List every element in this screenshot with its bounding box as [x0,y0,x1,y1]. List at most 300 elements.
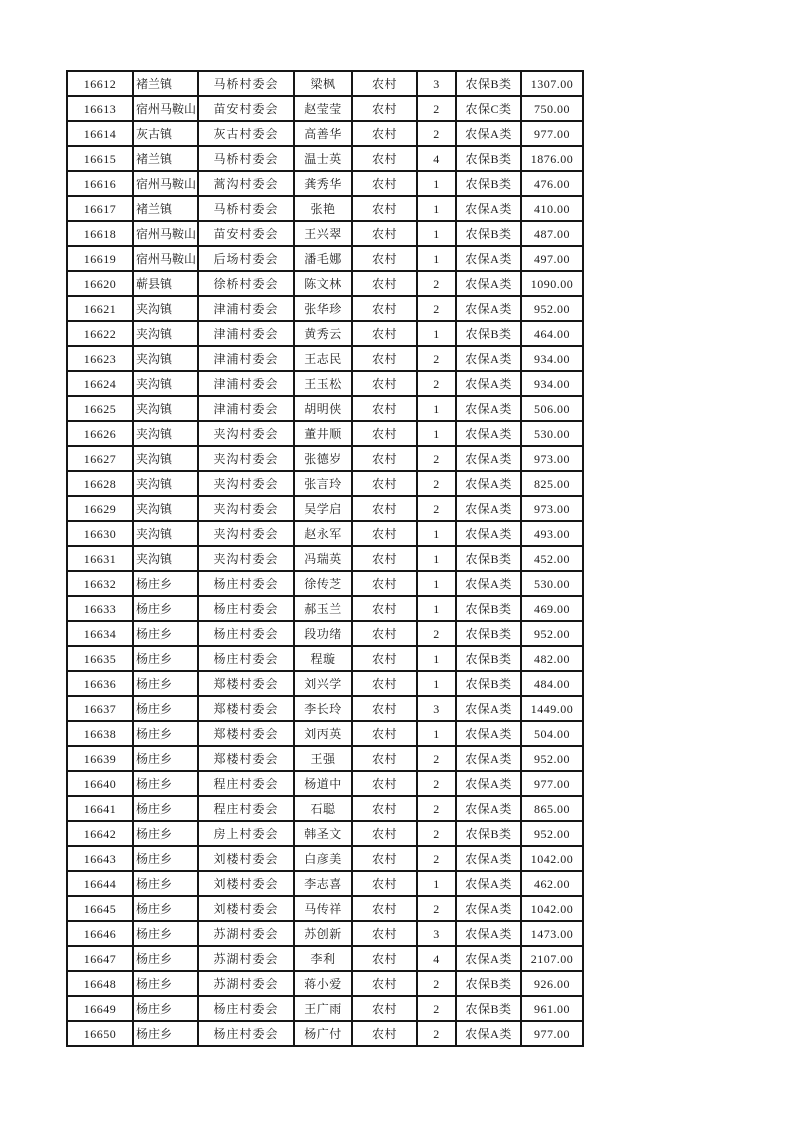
cell-person-name: 胡明侠 [294,396,352,421]
cell-town: 夹沟镇 [133,471,198,496]
cell-residence-type: 农村 [352,146,417,171]
cell-amount: 482.00 [521,646,583,671]
cell-record-id: 16640 [67,771,133,796]
cell-town: 杨庄乡 [133,571,198,596]
cell-residence-type: 农村 [352,896,417,921]
cell-person-count: 2 [417,846,456,871]
cell-insurance-category: 农保A类 [456,421,521,446]
cell-amount: 973.00 [521,446,583,471]
cell-town: 褚兰镇 [133,71,198,96]
cell-person-name: 段功绪 [294,621,352,646]
cell-town: 宿州马鞍山 [133,171,198,196]
cell-residence-type: 农村 [352,171,417,196]
cell-residence-type: 农村 [352,621,417,646]
cell-person-count: 1 [417,596,456,621]
cell-record-id: 16627 [67,446,133,471]
cell-town: 杨庄乡 [133,996,198,1021]
cell-insurance-category: 农保A类 [456,371,521,396]
cell-residence-type: 农村 [352,221,417,246]
table-row [67,846,583,871]
cell-residence-type: 农村 [352,971,417,996]
cell-insurance-category: 农保A类 [456,871,521,896]
cell-insurance-category: 农保A类 [456,496,521,521]
cell-person-name: 王玉松 [294,371,352,396]
cell-person-count: 2 [417,496,456,521]
cell-town: 夹沟镇 [133,296,198,321]
cell-town: 褚兰镇 [133,146,198,171]
table-row [67,71,583,96]
cell-residence-type: 农村 [352,821,417,846]
table-row [67,421,583,446]
cell-residence-type: 农村 [352,121,417,146]
cell-residence-type: 农村 [352,771,417,796]
cell-person-count: 1 [417,196,456,221]
cell-record-id: 16639 [67,746,133,771]
cell-town: 夹沟镇 [133,521,198,546]
cell-record-id: 16646 [67,921,133,946]
cell-village-committee: 杨庄村委会 [198,646,294,671]
cell-person-count: 1 [417,321,456,346]
cell-person-name: 梁枫 [294,71,352,96]
cell-record-id: 16625 [67,396,133,421]
cell-residence-type: 农村 [352,296,417,321]
table-row [67,696,583,721]
cell-person-name: 高善华 [294,121,352,146]
cell-person-count: 2 [417,346,456,371]
cell-village-committee: 程庄村委会 [198,796,294,821]
cell-amount: 1042.00 [521,846,583,871]
cell-town: 蕲县镇 [133,271,198,296]
cell-village-committee: 夹沟村委会 [198,446,294,471]
cell-amount: 2107.00 [521,946,583,971]
cell-amount: 934.00 [521,371,583,396]
table-row [67,646,583,671]
cell-person-count: 3 [417,696,456,721]
cell-amount: 464.00 [521,321,583,346]
cell-person-count: 2 [417,971,456,996]
cell-residence-type: 农村 [352,246,417,271]
cell-residence-type: 农村 [352,446,417,471]
cell-person-name: 赵莹莹 [294,96,352,121]
cell-person-count: 3 [417,921,456,946]
cell-record-id: 16648 [67,971,133,996]
cell-record-id: 16634 [67,621,133,646]
cell-residence-type: 农村 [352,796,417,821]
cell-record-id: 16621 [67,296,133,321]
cell-record-id: 16644 [67,871,133,896]
cell-person-name: 张言玲 [294,471,352,496]
cell-insurance-category: 农保A类 [456,771,521,796]
table-row [67,96,583,121]
cell-person-count: 2 [417,96,456,121]
table-row [67,921,583,946]
table-row [67,896,583,921]
cell-village-committee: 后场村委会 [198,246,294,271]
cell-residence-type: 农村 [352,96,417,121]
cell-amount: 952.00 [521,296,583,321]
cell-person-count: 2 [417,371,456,396]
cell-insurance-category: 农保A类 [456,521,521,546]
cell-record-id: 16643 [67,846,133,871]
cell-village-committee: 津浦村委会 [198,346,294,371]
cell-person-count: 4 [417,946,456,971]
cell-person-count: 1 [417,246,456,271]
cell-record-id: 16631 [67,546,133,571]
cell-amount: 484.00 [521,671,583,696]
cell-person-name: 杨广付 [294,1021,352,1046]
cell-amount: 865.00 [521,796,583,821]
cell-amount: 462.00 [521,871,583,896]
cell-record-id: 16633 [67,596,133,621]
cell-town: 杨庄乡 [133,1021,198,1046]
cell-amount: 493.00 [521,521,583,546]
cell-record-id: 16630 [67,521,133,546]
table-row [67,596,583,621]
table-row [67,271,583,296]
cell-residence-type: 农村 [352,471,417,496]
table-row [67,171,583,196]
cell-insurance-category: 农保A类 [456,196,521,221]
table-row [67,821,583,846]
cell-person-count: 1 [417,421,456,446]
cell-residence-type: 农村 [352,271,417,296]
table-row [67,146,583,171]
cell-town: 夹沟镇 [133,396,198,421]
table-row [67,496,583,521]
cell-record-id: 16635 [67,646,133,671]
cell-amount: 410.00 [521,196,583,221]
cell-insurance-category: 农保B类 [456,821,521,846]
cell-insurance-category: 农保B类 [456,71,521,96]
cell-person-name: 温士英 [294,146,352,171]
cell-town: 宿州马鞍山 [133,96,198,121]
cell-record-id: 16616 [67,171,133,196]
cell-residence-type: 农村 [352,396,417,421]
cell-person-name: 程璇 [294,646,352,671]
cell-insurance-category: 农保B类 [456,671,521,696]
table-row [67,971,583,996]
cell-person-name: 白彦美 [294,846,352,871]
cell-person-name: 蒋小爱 [294,971,352,996]
cell-insurance-category: 农保B类 [456,996,521,1021]
cell-amount: 1449.00 [521,696,583,721]
cell-person-count: 1 [417,571,456,596]
cell-town: 杨庄乡 [133,921,198,946]
cell-residence-type: 农村 [352,696,417,721]
cell-village-committee: 津浦村委会 [198,396,294,421]
cell-insurance-category: 农保A类 [456,796,521,821]
cell-town: 杨庄乡 [133,596,198,621]
cell-town: 夹沟镇 [133,371,198,396]
table-row [67,546,583,571]
cell-record-id: 16636 [67,671,133,696]
cell-person-name: 郝玉兰 [294,596,352,621]
social-insurance-table [66,70,584,1047]
cell-person-count: 2 [417,296,456,321]
cell-residence-type: 农村 [352,71,417,96]
cell-residence-type: 农村 [352,671,417,696]
cell-village-committee: 徐桥村委会 [198,271,294,296]
cell-amount: 506.00 [521,396,583,421]
cell-village-committee: 夹沟村委会 [198,521,294,546]
cell-town: 杨庄乡 [133,821,198,846]
cell-residence-type: 农村 [352,721,417,746]
cell-residence-type: 农村 [352,921,417,946]
cell-person-name: 张艳 [294,196,352,221]
cell-town: 杨庄乡 [133,646,198,671]
cell-person-name: 潘毛娜 [294,246,352,271]
cell-person-name: 黄秀云 [294,321,352,346]
table-row [67,346,583,371]
cell-person-count: 2 [417,771,456,796]
cell-person-count: 1 [417,171,456,196]
cell-town: 夹沟镇 [133,321,198,346]
cell-amount: 1473.00 [521,921,583,946]
cell-record-id: 16622 [67,321,133,346]
cell-amount: 926.00 [521,971,583,996]
cell-person-name: 王志民 [294,346,352,371]
cell-town: 杨庄乡 [133,771,198,796]
cell-record-id: 16632 [67,571,133,596]
cell-amount: 977.00 [521,771,583,796]
cell-village-committee: 杨庄村委会 [198,1021,294,1046]
cell-insurance-category: 农保B类 [456,171,521,196]
cell-person-count: 1 [417,871,456,896]
cell-village-committee: 刘楼村委会 [198,871,294,896]
cell-person-count: 3 [417,71,456,96]
cell-person-count: 1 [417,521,456,546]
cell-village-committee: 刘楼村委会 [198,846,294,871]
cell-record-id: 16649 [67,996,133,1021]
cell-amount: 977.00 [521,1021,583,1046]
cell-town: 夹沟镇 [133,346,198,371]
cell-town: 杨庄乡 [133,871,198,896]
cell-town: 杨庄乡 [133,746,198,771]
cell-person-name: 杨道中 [294,771,352,796]
cell-amount: 952.00 [521,746,583,771]
cell-residence-type: 农村 [352,1021,417,1046]
cell-amount: 452.00 [521,546,583,571]
cell-town: 杨庄乡 [133,696,198,721]
cell-village-committee: 夹沟村委会 [198,421,294,446]
cell-town: 褚兰镇 [133,196,198,221]
cell-residence-type: 农村 [352,521,417,546]
cell-person-name: 李志喜 [294,871,352,896]
cell-person-name: 张华珍 [294,296,352,321]
table-row [67,721,583,746]
cell-amount: 1876.00 [521,146,583,171]
cell-record-id: 16619 [67,246,133,271]
table-row [67,571,583,596]
cell-amount: 952.00 [521,621,583,646]
cell-person-count: 1 [417,546,456,571]
cell-record-id: 16615 [67,146,133,171]
cell-amount: 977.00 [521,121,583,146]
cell-person-name: 石聪 [294,796,352,821]
cell-person-name: 王强 [294,746,352,771]
table-row [67,746,583,771]
table-row [67,521,583,546]
cell-person-count: 4 [417,146,456,171]
cell-record-id: 16618 [67,221,133,246]
cell-record-id: 16637 [67,696,133,721]
cell-village-committee: 马桥村委会 [198,71,294,96]
cell-residence-type: 农村 [352,846,417,871]
cell-village-committee: 房上村委会 [198,821,294,846]
cell-insurance-category: 农保B类 [456,621,521,646]
cell-amount: 1307.00 [521,71,583,96]
cell-town: 杨庄乡 [133,896,198,921]
cell-person-name: 马传祥 [294,896,352,921]
cell-residence-type: 农村 [352,546,417,571]
cell-town: 宿州马鞍山 [133,221,198,246]
cell-village-committee: 杨庄村委会 [198,596,294,621]
cell-insurance-category: 农保C类 [456,96,521,121]
cell-record-id: 16642 [67,821,133,846]
table-row [67,871,583,896]
cell-person-name: 吴学启 [294,496,352,521]
cell-person-count: 2 [417,271,456,296]
table-body [67,71,583,1046]
cell-residence-type: 农村 [352,596,417,621]
cell-person-count: 2 [417,796,456,821]
cell-person-name: 刘兴学 [294,671,352,696]
cell-residence-type: 农村 [352,421,417,446]
cell-person-count: 2 [417,471,456,496]
table-row [67,671,583,696]
cell-insurance-category: 农保A类 [456,271,521,296]
table-row [67,1021,583,1046]
cell-record-id: 16628 [67,471,133,496]
cell-person-name: 李长玲 [294,696,352,721]
cell-town: 夹沟镇 [133,446,198,471]
cell-insurance-category: 农保A类 [456,696,521,721]
cell-residence-type: 农村 [352,571,417,596]
cell-amount: 504.00 [521,721,583,746]
table-row [67,396,583,421]
cell-amount: 497.00 [521,246,583,271]
cell-record-id: 16626 [67,421,133,446]
cell-insurance-category: 农保A类 [456,846,521,871]
cell-person-name: 李利 [294,946,352,971]
cell-amount: 476.00 [521,171,583,196]
cell-person-name: 张德岁 [294,446,352,471]
cell-insurance-category: 农保A类 [456,446,521,471]
table-row [67,471,583,496]
cell-residence-type: 农村 [352,996,417,1021]
cell-person-count: 1 [417,221,456,246]
cell-person-count: 1 [417,721,456,746]
cell-person-name: 刘丙英 [294,721,352,746]
table-row [67,121,583,146]
cell-insurance-category: 农保B类 [456,546,521,571]
cell-insurance-category: 农保A类 [456,121,521,146]
cell-person-name: 赵永军 [294,521,352,546]
cell-person-count: 2 [417,446,456,471]
cell-village-committee: 夹沟村委会 [198,496,294,521]
cell-person-count: 2 [417,121,456,146]
cell-residence-type: 农村 [352,496,417,521]
cell-person-count: 1 [417,646,456,671]
cell-amount: 487.00 [521,221,583,246]
cell-insurance-category: 农保B类 [456,971,521,996]
table-row [67,446,583,471]
cell-village-committee: 苗安村委会 [198,96,294,121]
cell-amount: 750.00 [521,96,583,121]
cell-record-id: 16623 [67,346,133,371]
cell-person-name: 董井顺 [294,421,352,446]
cell-record-id: 16629 [67,496,133,521]
cell-amount: 1042.00 [521,896,583,921]
cell-person-name: 冯瑞英 [294,546,352,571]
cell-town: 杨庄乡 [133,796,198,821]
cell-village-committee: 灰古村委会 [198,121,294,146]
cell-record-id: 16641 [67,796,133,821]
table-row [67,996,583,1021]
table-row [67,796,583,821]
cell-village-committee: 苏湖村委会 [198,921,294,946]
cell-record-id: 16617 [67,196,133,221]
table-row [67,321,583,346]
cell-village-committee: 夹沟村委会 [198,471,294,496]
cell-town: 杨庄乡 [133,671,198,696]
cell-record-id: 16647 [67,946,133,971]
cell-town: 灰古镇 [133,121,198,146]
cell-record-id: 16645 [67,896,133,921]
cell-person-name: 王兴翠 [294,221,352,246]
cell-village-committee: 马桥村委会 [198,196,294,221]
cell-insurance-category: 农保B类 [456,646,521,671]
cell-person-name: 陈文林 [294,271,352,296]
cell-amount: 469.00 [521,596,583,621]
cell-person-name: 韩圣文 [294,821,352,846]
cell-insurance-category: 农保B类 [456,596,521,621]
cell-amount: 825.00 [521,471,583,496]
cell-town: 杨庄乡 [133,621,198,646]
table-row [67,621,583,646]
cell-person-count: 1 [417,671,456,696]
cell-insurance-category: 农保B类 [456,221,521,246]
cell-village-committee: 苗安村委会 [198,221,294,246]
cell-insurance-category: 农保A类 [456,296,521,321]
table-row [67,246,583,271]
cell-insurance-category: 农保A类 [456,571,521,596]
cell-record-id: 16614 [67,121,133,146]
cell-insurance-category: 农保A类 [456,896,521,921]
cell-insurance-category: 农保A类 [456,1021,521,1046]
cell-insurance-category: 农保A类 [456,746,521,771]
cell-village-committee: 夹沟村委会 [198,546,294,571]
cell-person-count: 2 [417,821,456,846]
cell-amount: 530.00 [521,571,583,596]
table-row [67,771,583,796]
cell-village-committee: 杨庄村委会 [198,621,294,646]
cell-town: 杨庄乡 [133,946,198,971]
table-row [67,221,583,246]
cell-village-committee: 郑楼村委会 [198,746,294,771]
cell-person-name: 苏创新 [294,921,352,946]
cell-person-count: 2 [417,621,456,646]
cell-amount: 1090.00 [521,271,583,296]
cell-record-id: 16638 [67,721,133,746]
cell-village-committee: 津浦村委会 [198,296,294,321]
cell-residence-type: 农村 [352,946,417,971]
cell-insurance-category: 农保A类 [456,721,521,746]
cell-residence-type: 农村 [352,746,417,771]
cell-town: 杨庄乡 [133,846,198,871]
cell-person-name: 徐传芝 [294,571,352,596]
cell-village-committee: 郑楼村委会 [198,721,294,746]
